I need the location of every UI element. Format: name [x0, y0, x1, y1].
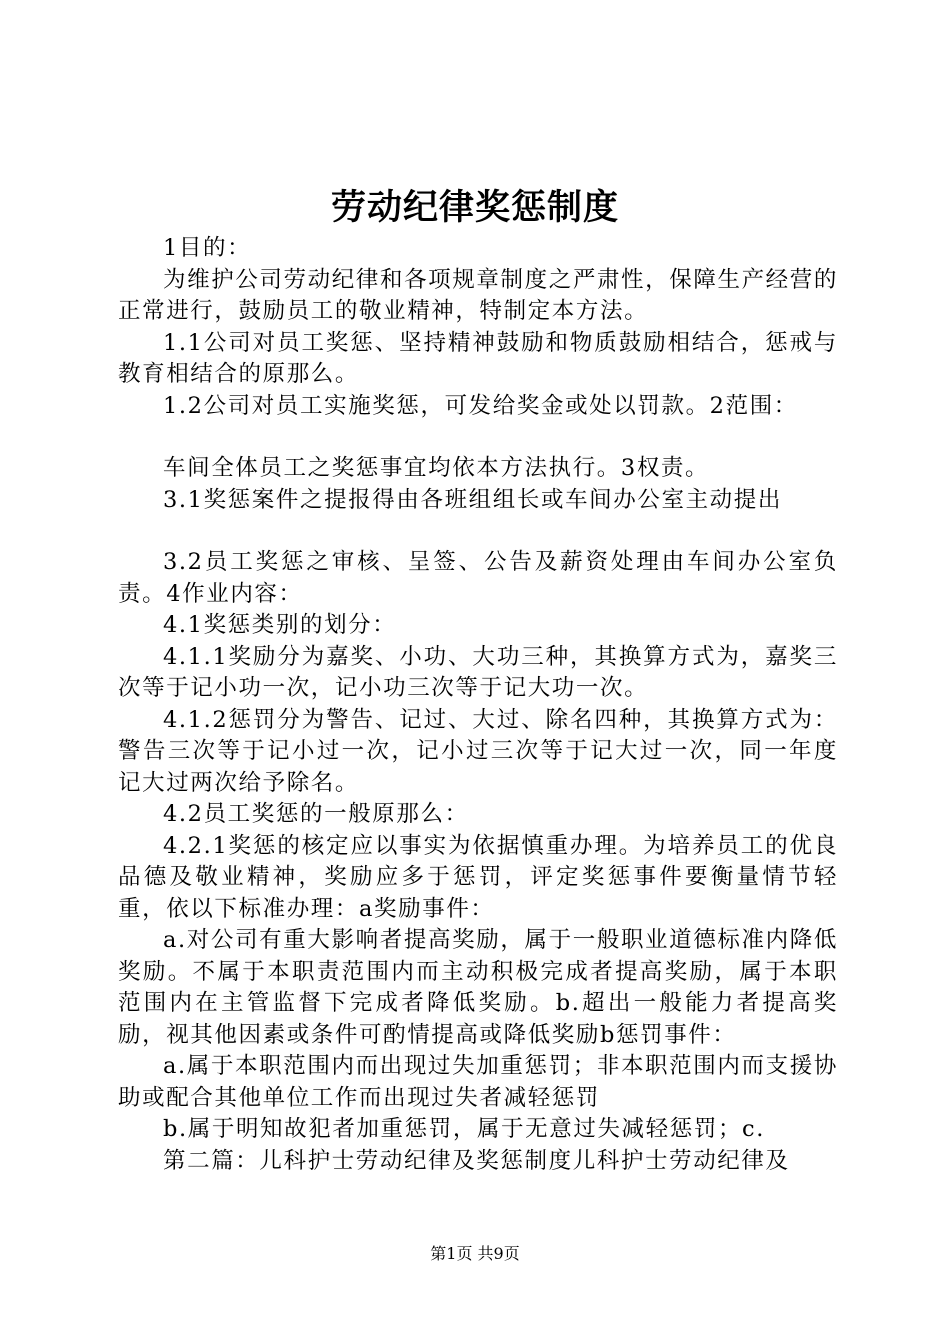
- paragraph-4-2-1: 4.2.1奖惩的核定应以事实为依据慎重办理。为培养员工的优良品德及敬业精神，奖励应多于惩罚，评定奖惩事件要衡量情节轻重，依以下标准办理：a奖励事件：: [118, 832, 838, 922]
- paragraph-gap: [118, 422, 838, 453]
- paragraph-purpose: 为维护公司劳动纪律和各项规章制度之严肃性，保障生产经营的正常进行，鼓励员工的敬业精神，特制定本方法。: [118, 266, 838, 324]
- paragraph-penalty-b: b.属于明知故犯者加重惩罚，属于无意过失减轻惩罚；c.: [163, 1116, 766, 1142]
- paragraph-3-2: 3.2员工奖惩之审核、呈签、公告及薪资处理由车间办公室负责。4作业内容：: [118, 549, 838, 607]
- page-number-footer: 第1页 共9页: [430, 1244, 520, 1263]
- paragraph-scope: 车间全体员工之奖惩事宜均依本方法执行。3权责。: [163, 455, 710, 481]
- paragraph-reward-criteria: a.对公司有重大影响者提高奖励，属于一般职业道德标准内降低奖励。不属于本职责范围内而主动积极完成者提高奖励，属于本职范围内在主管监督下完成者降低奖励。b.超出一般能力者提高奖励，视其他因素或条件可酌情提高或降低奖励b惩罚事件：: [118, 927, 838, 1048]
- paragraph-4-1-2: 4.1.2惩罚分为警告、记过、大过、除名四种，其换算方式为：警告三次等于记小过一次，记小过三次等于记大过一次，同一年度记大过两次给予除名。: [118, 706, 838, 796]
- paragraph-part-two: 第二篇：儿科护士劳动纪律及奖惩制度儿科护士劳动纪律及: [163, 1147, 790, 1174]
- paragraph-1-1: 1.1公司对员工奖惩、坚持精神鼓励和物质鼓励相结合，惩戒与教育相结合的原那么。: [118, 329, 838, 387]
- paragraph-4-1-1: 4.1.1奖励分为嘉奖、小功、大功三种，其换算方式为，嘉奖三次等于记小功一次，记小功三次等于记大功一次。: [118, 643, 838, 701]
- document-body: [118, 233, 838, 1177]
- document-title: 劳动纪律奖惩制度: [330, 187, 619, 228]
- paragraph-purpose-heading: 1目的：: [163, 235, 252, 261]
- paragraph-penalty-a: a.属于本职范围内而出现过失加重惩罚；非本职范围内而支援协助或配合其他单位工作而出现过失者减轻惩罚: [118, 1053, 838, 1111]
- paragraph-1-2: 1.2公司对员工实施奖惩，可发给奖金或处以罚款。2范围：: [163, 392, 798, 419]
- paragraph-4-2: 4.2员工奖惩的一般原那么：: [163, 801, 469, 827]
- paragraph-gap: [118, 516, 838, 547]
- paragraph-4-1: 4.1奖惩类别的划分：: [163, 612, 397, 638]
- paragraph-3-1: 3.1奖惩案件之提报得由各班组组长或车间办公室主动提出: [163, 486, 782, 513]
